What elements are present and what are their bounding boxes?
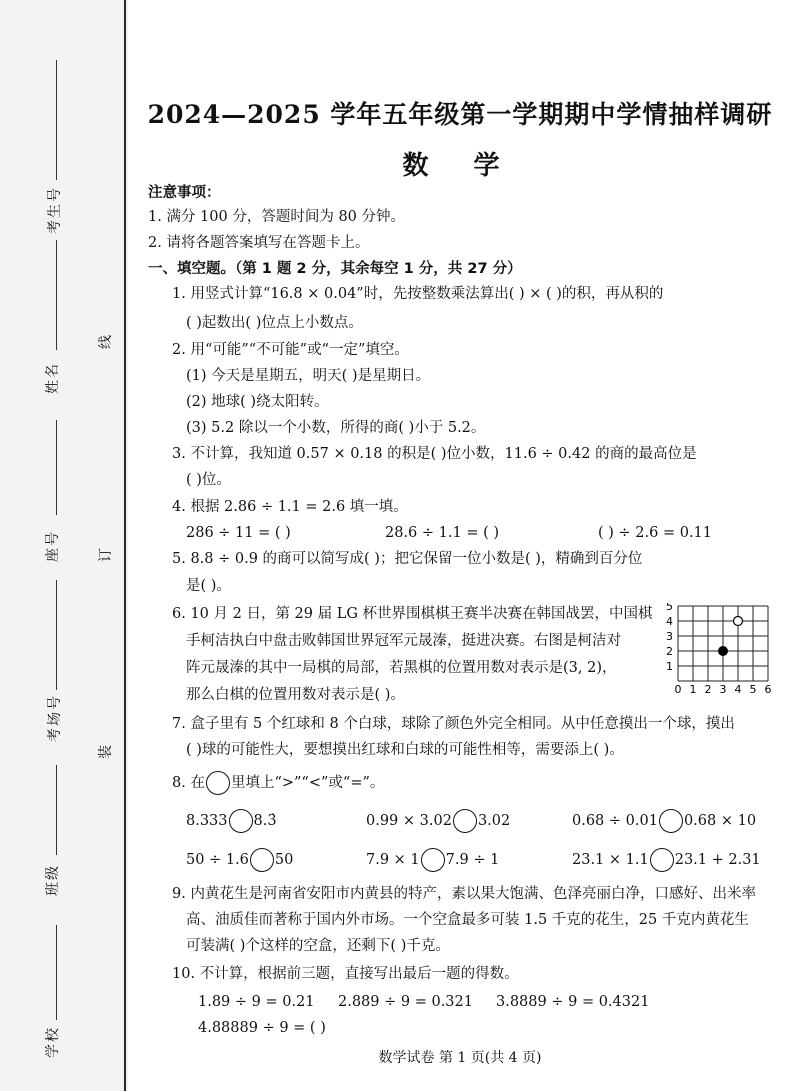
margin-blank-room <box>56 580 57 690</box>
y-tick-label: 4 <box>666 615 673 628</box>
question-5-line-2: 是( )。 <box>186 578 231 594</box>
margin-label-class: 班级 <box>45 864 61 896</box>
compare-left: 23.1 × 1.1 <box>572 852 649 868</box>
note-item: 2. 请将各题答案填写在答题卡上。 <box>148 235 370 251</box>
question-2-part-1: (1) 今天是星期五，明天( )是星期日。 <box>186 368 431 384</box>
go-board-grid <box>662 603 774 695</box>
margin-blank-seat <box>56 420 57 515</box>
x-tick-label: 2 <box>704 683 712 695</box>
y-tick-label: 1 <box>666 660 673 673</box>
compare-right: 3.02 <box>477 813 511 829</box>
x-tick-label: 0 <box>674 683 682 695</box>
compare-circle-icon[interactable] <box>421 848 445 872</box>
black-stone-icon <box>719 647 728 656</box>
question-9-line-1: 9. 内黄花生是河南省安阳市内黄县的特产，素以果大饱满、色泽亮丽白净，口感好、出米率 <box>172 886 756 902</box>
compare-item <box>572 809 756 833</box>
question-3-line-1: 3. 不计算，我知道 0.57 × 0.18 的积是( )位小数，11.6 ÷ 0.42 的商的最高位是 <box>172 446 697 462</box>
compare-circle-icon[interactable] <box>453 809 477 833</box>
compare-left: 50 ÷ 1.6 <box>186 852 249 868</box>
margin-label-name: 姓名 <box>45 362 61 394</box>
binding-char-bind: 订 <box>98 548 114 562</box>
question-4-item-1: 286 ÷ 11 = ( ) <box>186 525 291 541</box>
binding-char-line: 线 <box>98 335 114 349</box>
notes-heading: 注意事项： <box>148 185 221 201</box>
x-tick-label: 4 <box>734 683 742 695</box>
margin-blank-class <box>56 765 57 855</box>
question-9-line-2: 高、油质佳而著称于国内外市场。一个空盒最多可装 1.5 千克的花生，25 千克内黄花生 <box>186 912 749 928</box>
question-7-line-1: 7. 盒子里有 5 个红球和 8 个白球，球除了颜色外完全相同。从中任意摸出一个球，摸出 <box>172 716 735 732</box>
question-10-item-2: 2.889 ÷ 9 = 0.321 <box>338 994 473 1010</box>
compare-item <box>366 809 510 833</box>
compare-circle-icon[interactable] <box>659 809 683 833</box>
compare-left: 7.9 × 1 <box>366 852 420 868</box>
question-2-part-3: (3) 5.2 除以一个小数，所得的商( )小于 5.2。 <box>186 420 486 436</box>
question-4-item-3: ( ) ÷ 2.6 = 0.11 <box>598 525 713 541</box>
compare-circle-icon[interactable] <box>650 848 674 872</box>
compare-left: 0.68 ÷ 0.01 <box>572 813 658 829</box>
binding-margin <box>0 0 128 1091</box>
question-6-line-2: 手柯洁执白中盘击败韩国世界冠军元晟溱，挺进决赛。右图是柯洁对 <box>186 633 621 649</box>
y-tick-label: 5 <box>666 603 673 613</box>
compare-right: 8.3̇ <box>253 813 277 829</box>
question-10-item-3: 3.8889 ÷ 9 = 0.4321 <box>496 994 650 1010</box>
y-tick-label: 3 <box>666 630 673 643</box>
margin-label-school: 学校 <box>45 1026 61 1058</box>
exam-title: 2024—2025 学年五年级第一学期期中学情抽样调研 <box>147 100 773 129</box>
x-tick-label: 3 <box>719 683 727 695</box>
go-board-figure <box>662 603 774 699</box>
binding-fold-line <box>124 0 126 1091</box>
note-item: 1. 满分 100 分，答题时间为 80 分钟。 <box>148 209 406 225</box>
compare-item <box>366 848 499 872</box>
question-8-stem <box>172 771 384 795</box>
question-8-stem-suffix: 里填上“>”“<”或“=”。 <box>230 775 385 791</box>
question-10-stem: 10. 不计算，根据前三题，直接写出最后一题的得数。 <box>172 966 519 982</box>
question-6-line-1: 6. 10 月 2 日，第 29 届 LG 杯世界围棋棋王赛半决赛在韩国战罢，中国棋 <box>172 606 653 622</box>
question-8-stem-prefix: 8. 在 <box>172 775 205 791</box>
binding-char-mount: 装 <box>98 745 114 759</box>
question-10-item-1: 1.89 ÷ 9 = 0.21 <box>198 994 315 1010</box>
compare-left: 8.333 <box>186 813 228 829</box>
x-tick-label: 1 <box>689 683 697 695</box>
compare-item <box>186 809 277 833</box>
compare-right: 0.68 × 10 <box>683 813 757 829</box>
compare-right: 50 <box>274 852 294 868</box>
x-tick-label: 6 <box>764 683 772 695</box>
question-1-line-2: ( )起数出( )位点上小数点。 <box>186 315 363 331</box>
margin-blank-school <box>56 925 57 1020</box>
question-7-line-2: ( )球的可能性大，要想摸出红球和白球的可能性相等，需要添上( )。 <box>186 742 624 758</box>
question-10-item-4: 4.88889 ÷ 9 = ( ) <box>198 1020 326 1036</box>
compare-circle-icon[interactable] <box>250 848 274 872</box>
question-5-line-1: 5. 8.8 ÷ 0.9 的商可以简写成( )；把它保留一位小数是( )，精确到百分位 <box>172 551 643 567</box>
question-6-line-3: 阵元晟溱的其中一局棋的局部，若黑棋的位置用数对表示是(3, 2)， <box>186 660 617 676</box>
margin-label-exam-number: 考生号 <box>47 186 63 234</box>
compare-left: 0.99 × 3.02 <box>366 813 452 829</box>
question-3-line-2: ( )位。 <box>186 472 231 488</box>
question-1-line-1: 1. 用竖式计算“16.8 × 0.04”时，先按整数乘法算出( ) × ( )的积，再从积的 <box>172 286 664 302</box>
page-footer: 数学试卷 第 1 页(共 4 页) <box>378 1050 542 1066</box>
question-9-line-3: 可装满( )个这样的空盒，还剩下( )千克。 <box>186 938 450 954</box>
exam-subject: 数 学 <box>402 151 518 181</box>
compare-item <box>572 848 761 872</box>
compare-right: 7.9 ÷ 1 <box>445 852 500 868</box>
compare-item <box>186 848 293 872</box>
margin-label-room: 考场号 <box>47 694 63 742</box>
section-heading: 一、填空题。（第 1 题 2 分，其余每空 1 分，共 27 分） <box>148 261 522 277</box>
question-2-part-2: (2) 地球( )绕太阳转。 <box>186 394 329 410</box>
x-tick-label: 5 <box>749 683 757 695</box>
question-6-line-4: 那么白棋的位置用数对表示是( )。 <box>186 687 405 703</box>
compare-right: 23.1 + 2.31 <box>674 852 761 868</box>
white-stone-icon <box>734 617 743 626</box>
answer-circle-icon <box>206 771 230 795</box>
margin-blank-name <box>56 240 57 350</box>
compare-circle-icon[interactable] <box>229 809 253 833</box>
question-4-item-2: 28.6 ÷ 1.1 = ( ) <box>385 525 500 541</box>
question-2-stem: 2. 用“可能”“不可能”或“一定”填空。 <box>172 342 409 358</box>
margin-label-seat: 座号 <box>45 530 61 562</box>
y-tick-label: 2 <box>666 645 673 658</box>
question-4-stem: 4. 根据 2.86 ÷ 1.1 = 2.6 填一填。 <box>172 499 408 515</box>
margin-blank-exam-number <box>56 60 57 180</box>
